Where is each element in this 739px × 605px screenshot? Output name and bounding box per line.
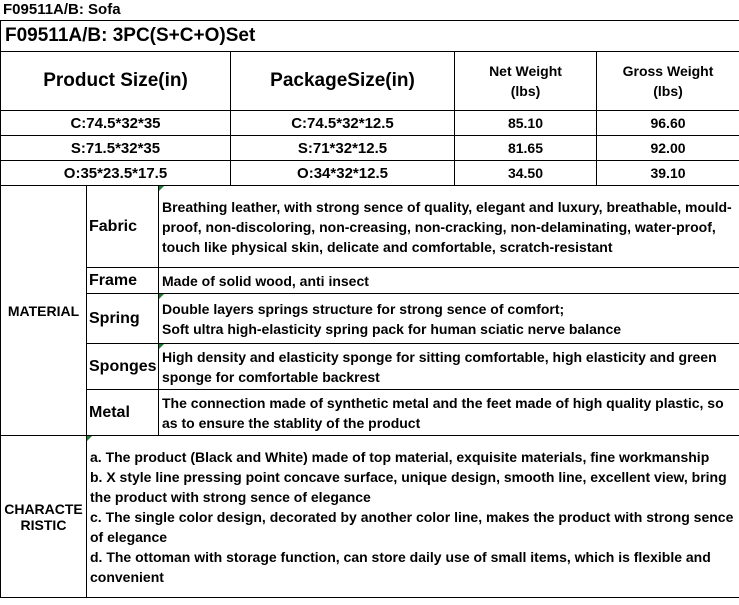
net-weight-cell: 85.10 [455,111,597,136]
table-row [1,161,739,186]
material-label: MATERIAL [1,186,87,436]
characteristic-point: c. The single color design, decorated by another color line, makes the product with strong sence of elegance [90,508,734,545]
gross-weight-unit: (lbs) [653,83,683,99]
header-net-weight [455,52,597,111]
material-spring-label: Spring [87,294,159,344]
product-size-cell: C:74.5*32*35 [1,111,231,136]
gross-weight-cell: 96.60 [597,111,739,136]
characteristic-label-line-1: CHARACTE [4,500,83,517]
net-weight-label: Net Weight [489,63,562,79]
material-metal-desc [159,390,739,436]
gross-weight-label: Gross Weight [622,63,714,79]
material-sponges-desc [159,344,739,390]
package-size-cell: S:71*32*12.5 [231,136,455,161]
material-spring-desc [159,294,739,344]
material-fabric-desc [159,186,739,268]
product-size-cell: O:35*23.5*17.5 [1,161,231,186]
table-row [1,111,739,136]
net-weight-cell: 34.50 [455,161,597,186]
metal-desc-text: The connection made of synthetic metal and the feet made of high quality plastic, so as to ensure the stablity of the product [162,394,724,431]
spring-desc-line-1: Double layers springs structure for strong sence of comfort; [162,300,565,317]
package-size-cell: C:74.5*32*12.5 [231,111,455,136]
frame-desc-text: Made of solid wood, anti insect [162,272,369,289]
spring-desc-line-2: Soft ultra high-elasticity spring pack for human sciatic nerve balance [162,320,622,337]
table-row [1,136,739,161]
material-sponges-label: Sponges [87,344,159,390]
product-size-cell: S:71.5*32*35 [1,136,231,161]
material-fabric-label: Fabric [87,186,159,268]
material-frame-desc [159,268,739,294]
sheet-title: F09511A/B: Sofa [3,1,121,18]
note-marker-icon [87,436,92,441]
fabric-desc-text: Breathing leather, with strong sence of quality, elegant and luxury, breathable, mould-proof, non-discoloring, non-creasing, non-cracking, non-delaminating, water-proof, touch like physical skin, delicate and comfortable, scratch-resistant [162,198,732,255]
gross-weight-cell: 92.00 [597,136,739,161]
header-package-size: PackageSize(in) [231,52,455,111]
gross-weight-cell: 39.10 [597,161,739,186]
note-marker-icon [159,344,164,349]
characteristic-point: b. X style line pressing point concave surface, unique design, smooth line, excellent view, bring the product with strong sence of elegance [90,468,727,505]
sponges-desc-text: High density and elasticity sponge for sitting comfortable, high elasticity and green sponge for comfortable backrest [162,348,717,385]
characteristic-label [1,436,87,598]
note-marker-icon [159,186,164,191]
set-title: F09511A/B: 3PC(S+C+O)Set [1,21,739,52]
package-size-cell: O:34*32*12.5 [231,161,455,186]
header-gross-weight [597,52,739,111]
material-frame-label: Frame [87,268,159,294]
header-product-size: Product Size(in) [1,52,231,111]
material-metal-label: Metal [87,390,159,436]
spec-table [0,20,739,598]
note-marker-icon [159,294,164,299]
characteristic-desc [87,436,739,598]
characteristic-point: a. The product (Black and White) made of top material, exquisite materials, fine workmanship [90,448,710,465]
characteristic-point: d. The ottoman with storage function, can store daily use of small items, which is flexible and convenient [90,548,711,585]
characteristic-label-line-2: RISTIC [20,516,67,533]
net-weight-unit: (lbs) [510,83,541,99]
net-weight-cell: 81.65 [455,136,597,161]
